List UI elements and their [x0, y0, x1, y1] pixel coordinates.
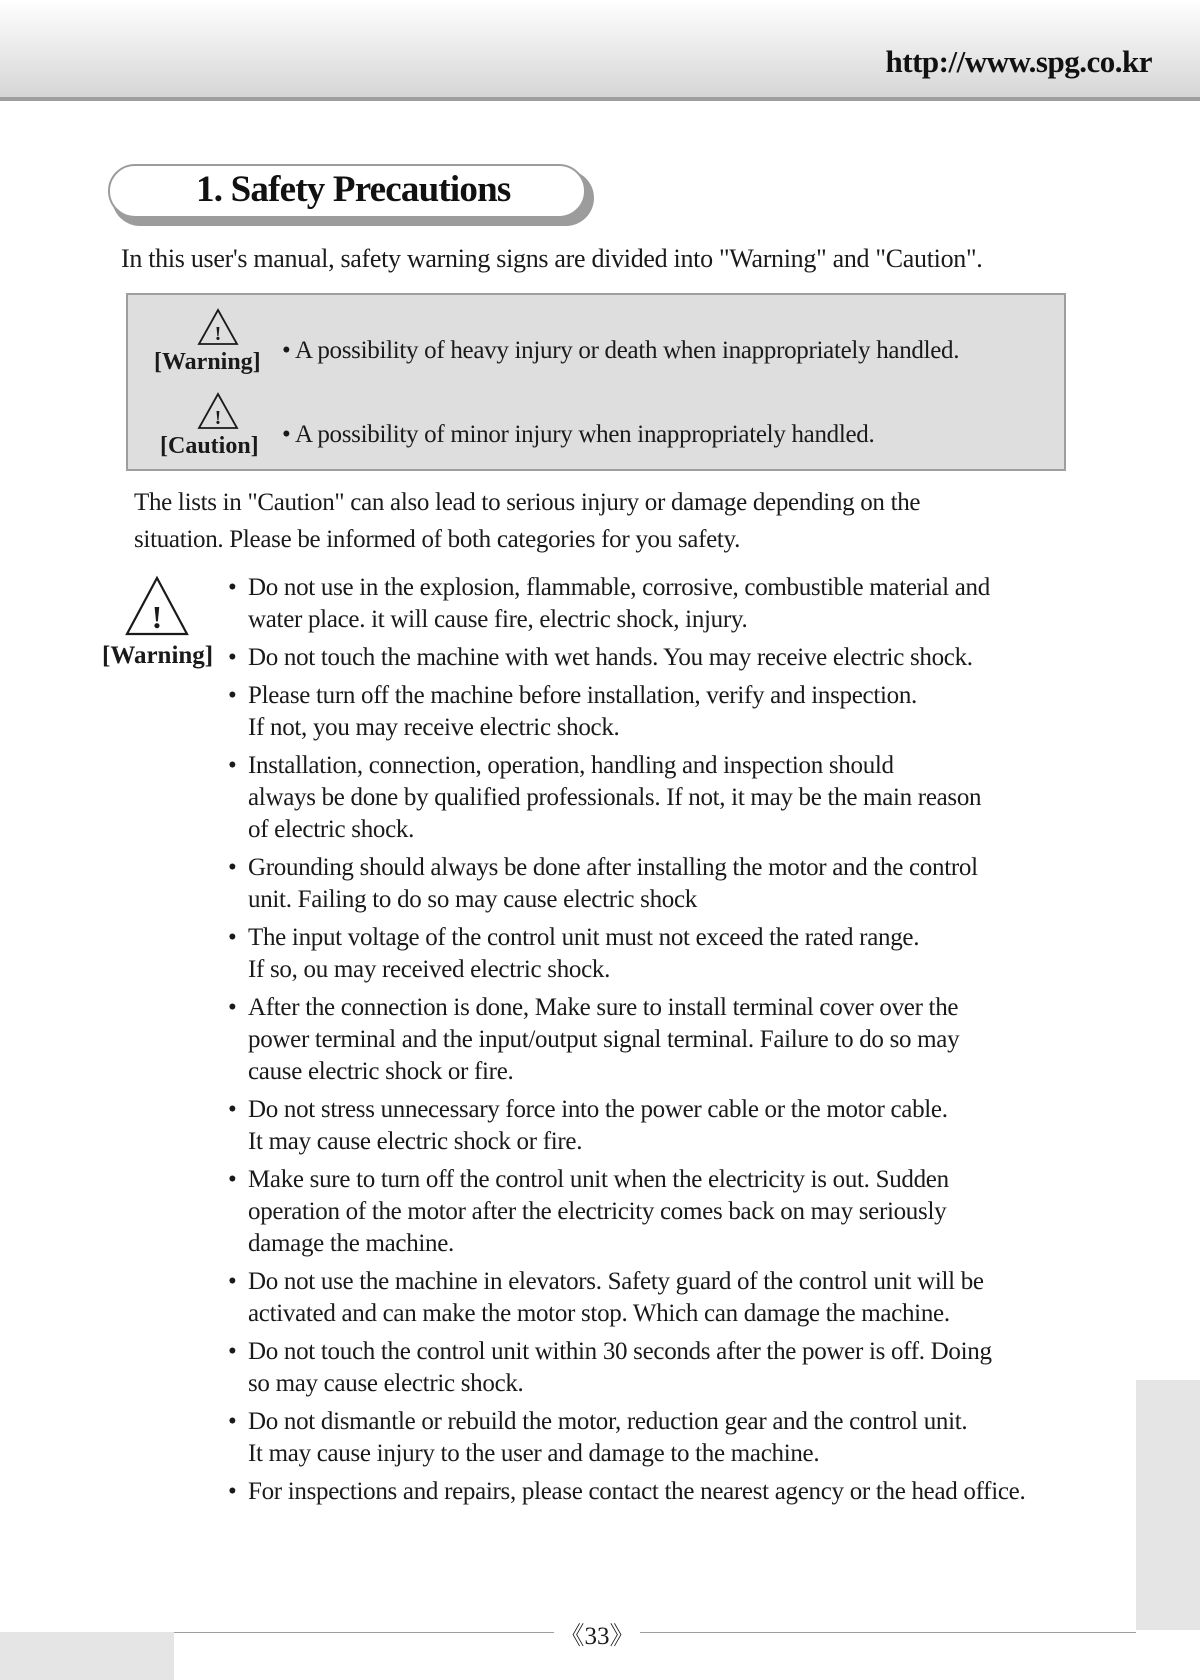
list-item: • Do not touch the control unit within 30 seconds after the power is off. Doing so may cause electric shock.	[226, 1336, 1126, 1400]
list-item: • Please turn off the machine before installation, verify and inspection. If not, you may receive electric shock.	[226, 680, 1126, 744]
legend-warning-label: [Warning]	[154, 349, 261, 375]
footer-bar	[0, 1632, 174, 1680]
list-item: • Do not dismantle or rebuild the motor, reduction gear and the control unit. It may cause injury to the user and damage to the machine.	[226, 1406, 1126, 1470]
legend-box	[126, 293, 1066, 471]
site-url[interactable]: http://www.spg.co.kr	[885, 44, 1152, 79]
caution-note	[134, 484, 920, 558]
page-number: 《33》	[559, 1623, 635, 1650]
list-item: • Do not use in the explosion, flammable, corrosive, combustible material and water place. it will cause fire, electric shock, injury.	[226, 572, 1126, 636]
list-item: • Grounding should always be done after installing the motor and the control unit. Failing to do so may cause electric shock	[226, 852, 1126, 916]
legend-caution-label: [Caution]	[160, 433, 259, 459]
list-item: • Do not stress unnecessary force into the power cable or the motor cable. It may cause electric shock or fire.	[226, 1094, 1126, 1158]
side-tab	[1136, 1380, 1200, 1630]
warning-icon	[124, 575, 190, 642]
caution-note-line: The lists in "Caution" can also lead to serious injury or damage depending on the	[134, 489, 921, 516]
list-item: • Do not use the machine in elevators. Safety guard of the control unit will be activated and can make the motor stop. Which can damage the machine.	[226, 1266, 1126, 1330]
list-item: • Installation, connection, operation, handling and inspection should always be done by qualified professionals. If not, it may be the main reason of electric shock.	[226, 750, 1126, 846]
warning-list	[226, 572, 1126, 1514]
warning-triangle-icon	[196, 307, 240, 352]
caution-triangle-icon	[196, 391, 240, 436]
list-item: • The input voltage of the control unit must not exceed the rated range. If so, ou may received electric shock.	[226, 922, 1126, 986]
svg-text:!: !	[214, 407, 222, 429]
list-item: • For inspections and repairs, please contact the nearest agency or the head office.	[226, 1476, 1126, 1508]
list-item: • After the connection is done, Make sure to install terminal cover over the power terminal and the input/output signal terminal. Failure to do so may cause electric shock or fire.	[226, 992, 1126, 1088]
footer-rule-right	[640, 1632, 1136, 1633]
svg-text:!: !	[151, 599, 163, 635]
footer-rule-left	[174, 1632, 554, 1633]
section-title: 1. Safety Precautions	[196, 169, 511, 210]
list-item: • Do not touch the machine with wet hands. You may receive electric shock.	[226, 642, 1126, 674]
caution-note-line: situation. Please be informed of both categories for you safety.	[134, 526, 741, 553]
legend-caution-text: • A possibility of minor injury when inappropriately handled.	[282, 421, 875, 448]
legend-warning-text: • A possibility of heavy injury or death when inappropriately handled.	[282, 337, 960, 364]
intro-text: In this user's manual, safety warning signs are divided into "Warning" and "Caution".	[121, 244, 983, 273]
header-rule	[0, 97, 1200, 101]
warning-label: [Warning]	[102, 642, 214, 669]
svg-text:!: !	[214, 323, 222, 345]
list-item: • Make sure to turn off the control unit when the electricity is out. Sudden operation of the motor after the electricity comes back on may seriously damage the machine.	[226, 1164, 1126, 1260]
